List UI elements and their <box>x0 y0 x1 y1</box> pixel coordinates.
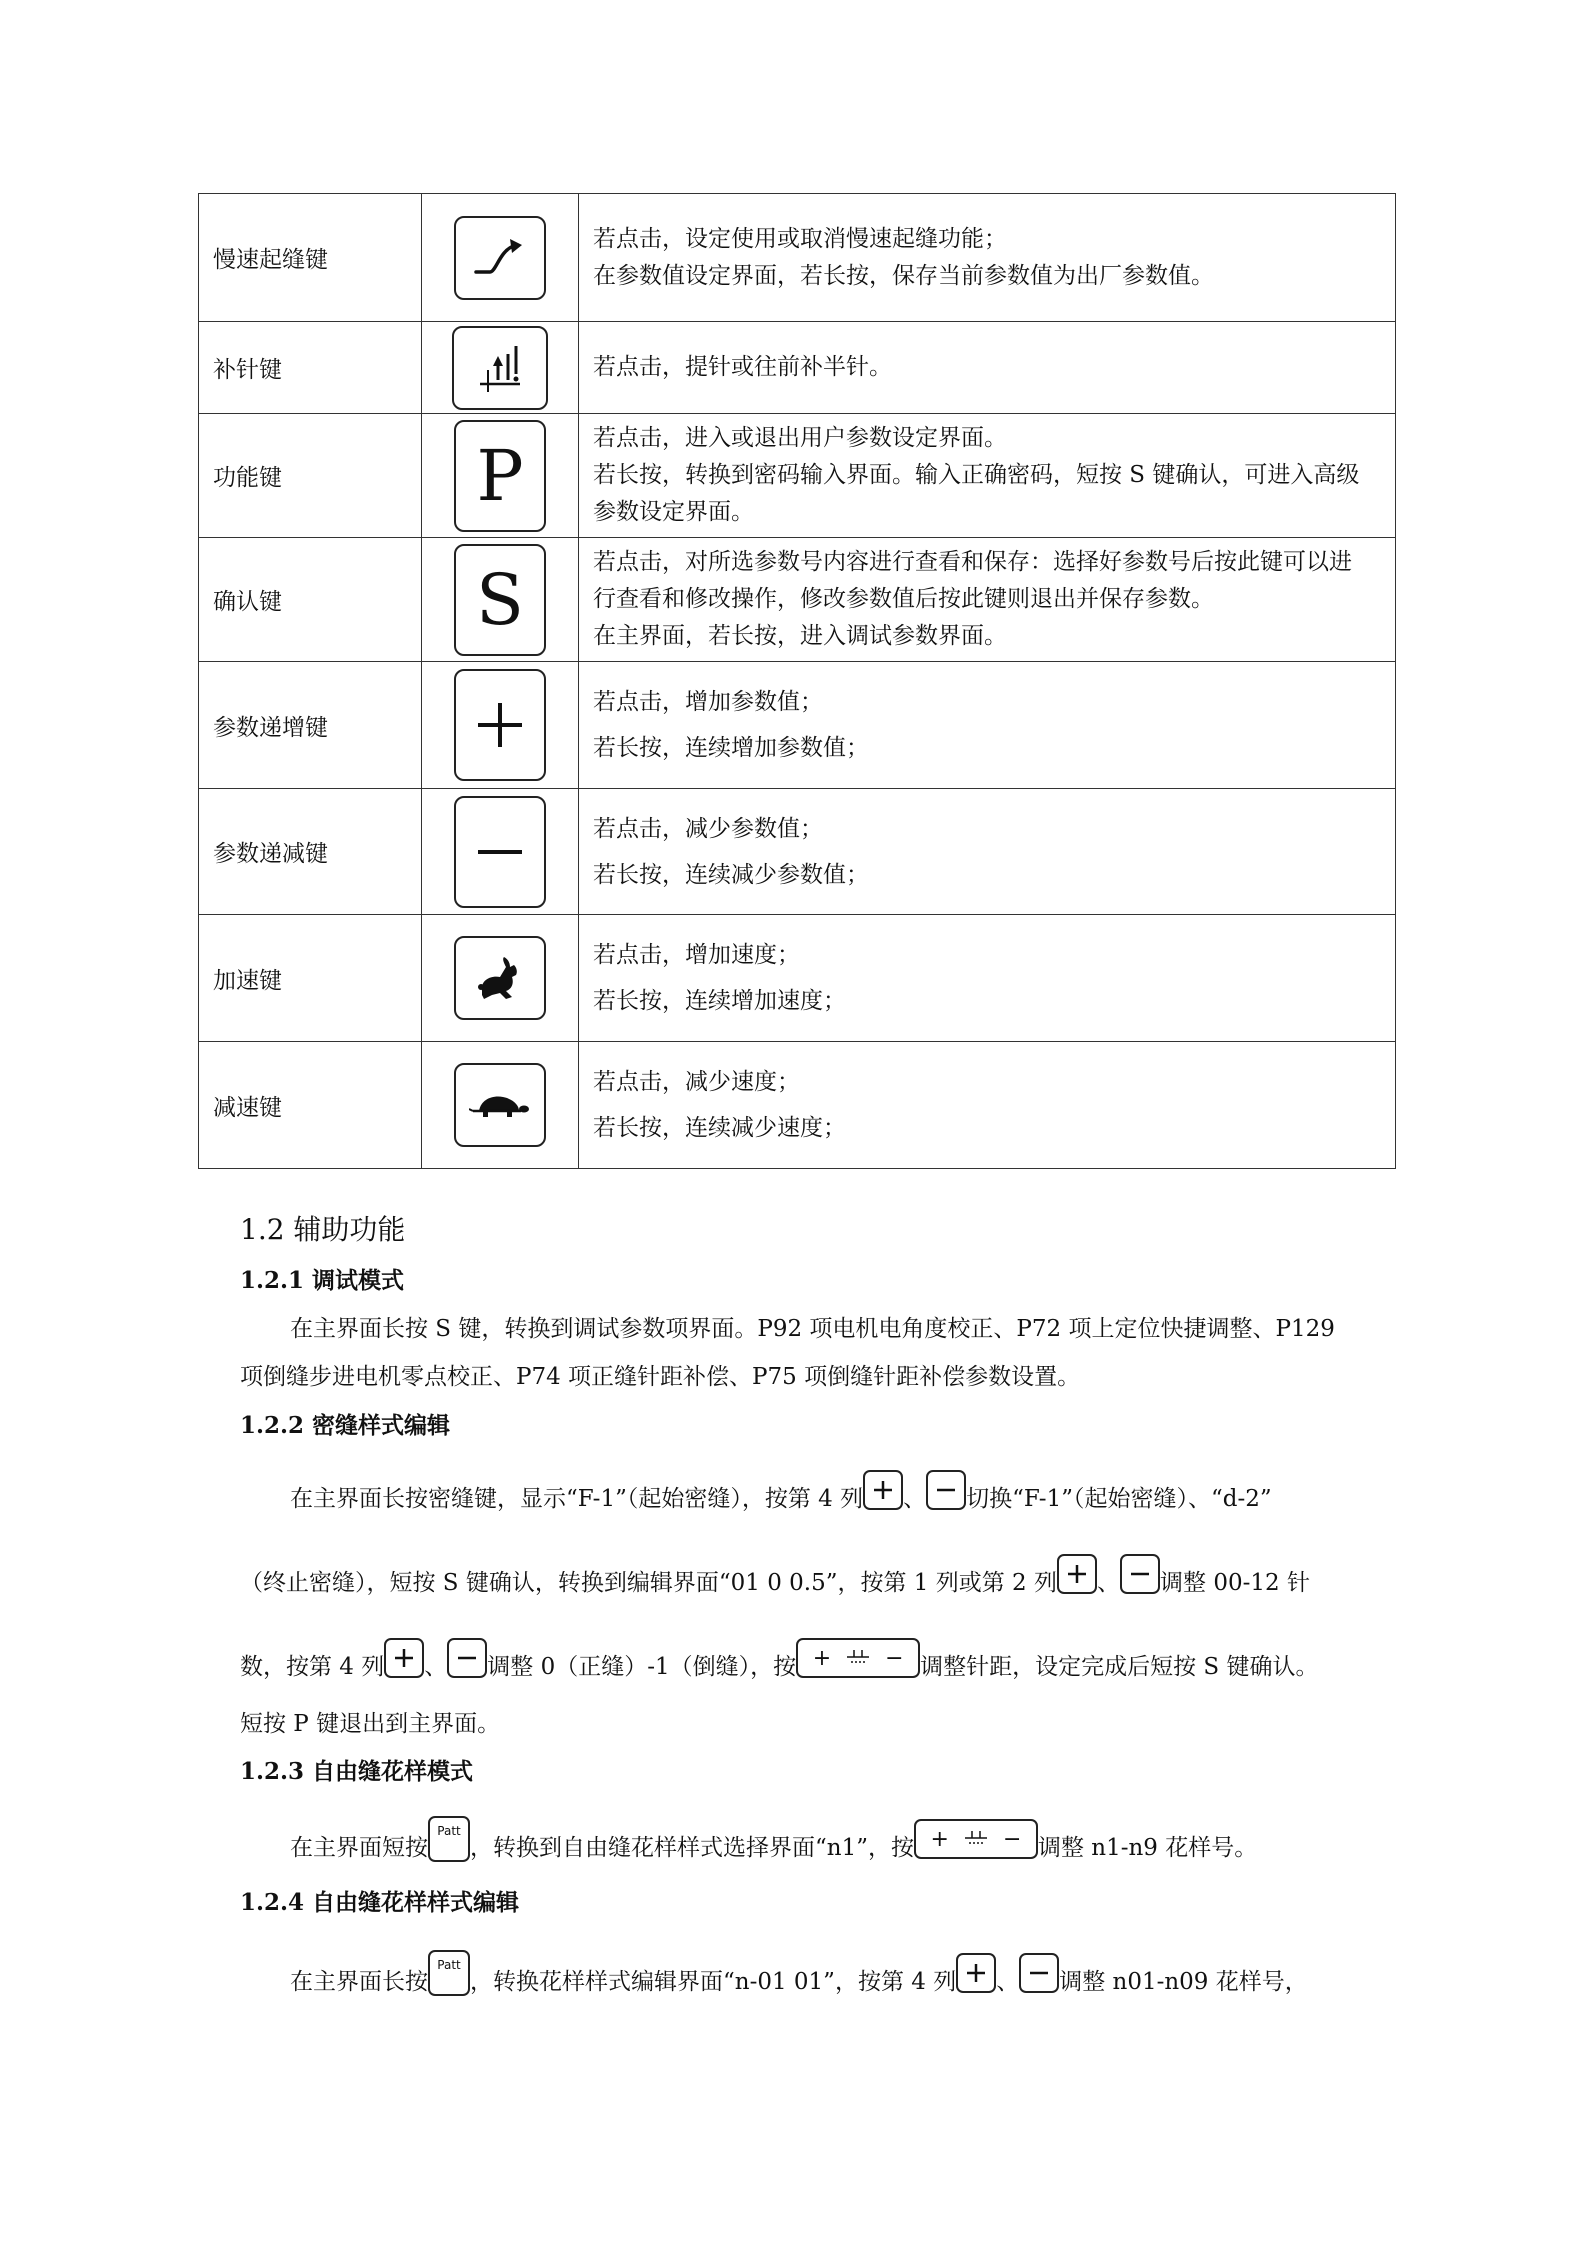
description-line: 若点击，提针或往前补半针。 <box>593 354 892 380</box>
description-line: 若长按，连续增加参数值； <box>593 735 869 761</box>
p-key-icon: P <box>454 420 546 532</box>
description-line: 若点击，设定使用或取消慢速起缝功能； <box>593 225 1007 252</box>
plus-icon <box>863 1470 903 1510</box>
key-name: 功能键 <box>199 414 422 538</box>
description-line: 若点击，对所选参数号内容进行查看和保存：选择好参数号后按此键可以进 <box>593 549 1352 575</box>
minus-icon <box>1019 1953 1059 1993</box>
key-name: 参数递增键 <box>199 662 422 789</box>
table-row <box>199 662 1396 789</box>
patt-key-icon: Patt <box>428 1816 470 1862</box>
description-line: 若点击，减少参数值； <box>593 815 823 842</box>
s-key-icon: S <box>454 544 546 656</box>
paragraph-line: 在主界面长按Patt，转换花样样式编辑界面“n-01 01”，按第 4 列 、 调整 n01-n09 花样号， <box>290 1960 1308 2006</box>
key-name: 确认键 <box>199 538 422 662</box>
stitch-length-key-icon: + − <box>796 1638 920 1678</box>
description-line: 若点击，进入或退出用户参数设定界面。 <box>593 425 1007 451</box>
stitch-length-key-icon: + − <box>914 1819 1038 1859</box>
table-row <box>199 789 1396 915</box>
minus-icon <box>1120 1554 1160 1594</box>
paragraph-line: 在主界面长按 S 键，转换到调试参数项界面。P92 项电机电角度校正、P72 项上定位快捷调整、P129 <box>290 1316 1335 1342</box>
description-line: 参数设定界面。 <box>593 499 754 525</box>
table-row <box>199 322 1396 414</box>
rabbit-icon <box>454 936 546 1020</box>
minus-icon <box>447 1638 487 1678</box>
slow-start-arrow-icon <box>454 216 546 300</box>
description-line: 在主界面，若长按，进入调试参数界面。 <box>593 623 1007 649</box>
paragraph-line: 短按 P 键退出到主界面。 <box>240 1711 501 1737</box>
table-row <box>199 1042 1396 1169</box>
table-row <box>199 414 1396 538</box>
paragraph-line: （终止密缝），短按 S 键确认，转换到编辑界面“01 0 0.5”，按第 1 列或第 2 列 、 调整 00-12 针 <box>240 1564 1310 1604</box>
key-name: 补针键 <box>199 322 422 414</box>
subsection-heading: 1.2.4 自由缝花样样式编辑 <box>240 1889 520 1916</box>
paragraph-line: 数，按第 4 列 、 调整 0（正缝）-1（倒缝），按 + − 调整针距，设定完成后短按 S 键确认。 <box>240 1648 1319 1688</box>
plus-icon <box>384 1638 424 1678</box>
table-row <box>199 915 1396 1042</box>
subsection-heading: 1.2.2 密缝样式编辑 <box>240 1412 451 1439</box>
needle-compensation-icon <box>452 326 548 410</box>
description-line: 若长按，转换到密码输入界面。输入正确密码，短按 S 键确认，可进入高级 <box>593 462 1360 488</box>
turtle-icon <box>454 1063 546 1147</box>
description-line: 若点击，增加速度； <box>593 942 800 968</box>
description-line: 在参数值设定界面，若长按，保存当前参数值为出厂参数值。 <box>593 262 1214 289</box>
key-name: 参数递减键 <box>199 789 422 915</box>
key-name: 加速键 <box>199 915 422 1042</box>
patt-key-icon: Patt <box>428 1950 470 1996</box>
key-name: 减速键 <box>199 1042 422 1169</box>
plus-icon <box>454 669 546 781</box>
subsection-heading: 1.2.1 调试模式 <box>240 1267 405 1294</box>
table-row <box>199 538 1396 662</box>
description-line: 若长按，连续减少参数值； <box>593 861 869 888</box>
plus-icon <box>956 1953 996 1993</box>
description-line: 若点击，减少速度； <box>593 1069 800 1095</box>
subsection-heading: 1.2.3 自由缝花样模式 <box>240 1758 474 1785</box>
description-line: 若长按，连续减少速度； <box>593 1115 846 1141</box>
table-row <box>199 194 1396 322</box>
key-function-table <box>198 193 1396 1169</box>
paragraph-line: 在主界面短按Patt，转换到自由缝花样样式选择界面“n1”，按 + − 调整 n1-n9 花样号。 <box>290 1826 1257 1872</box>
paragraph-line: 项倒缝步进电机零点校正、P74 项正缝针距补偿、P75 项倒缝针距补偿参数设置。 <box>240 1364 1081 1390</box>
description-line: 若长按，连续增加速度； <box>593 988 846 1014</box>
key-name: 慢速起缝键 <box>199 194 422 322</box>
plus-icon <box>1057 1554 1097 1594</box>
paragraph-line: 在主界面长按密缝键，显示“F-1”（起始密缝），按第 4 列 、 切换“F-1”（起始密缝）、“d-2” <box>290 1480 1272 1520</box>
description-line: 行查看和修改操作，修改参数值后按此键则退出并保存参数。 <box>593 586 1214 612</box>
description-line: 若点击，增加参数值； <box>593 689 823 715</box>
section-heading: 1.2 辅助功能 <box>240 1213 406 1246</box>
minus-icon <box>454 796 546 908</box>
minus-icon <box>926 1470 966 1510</box>
